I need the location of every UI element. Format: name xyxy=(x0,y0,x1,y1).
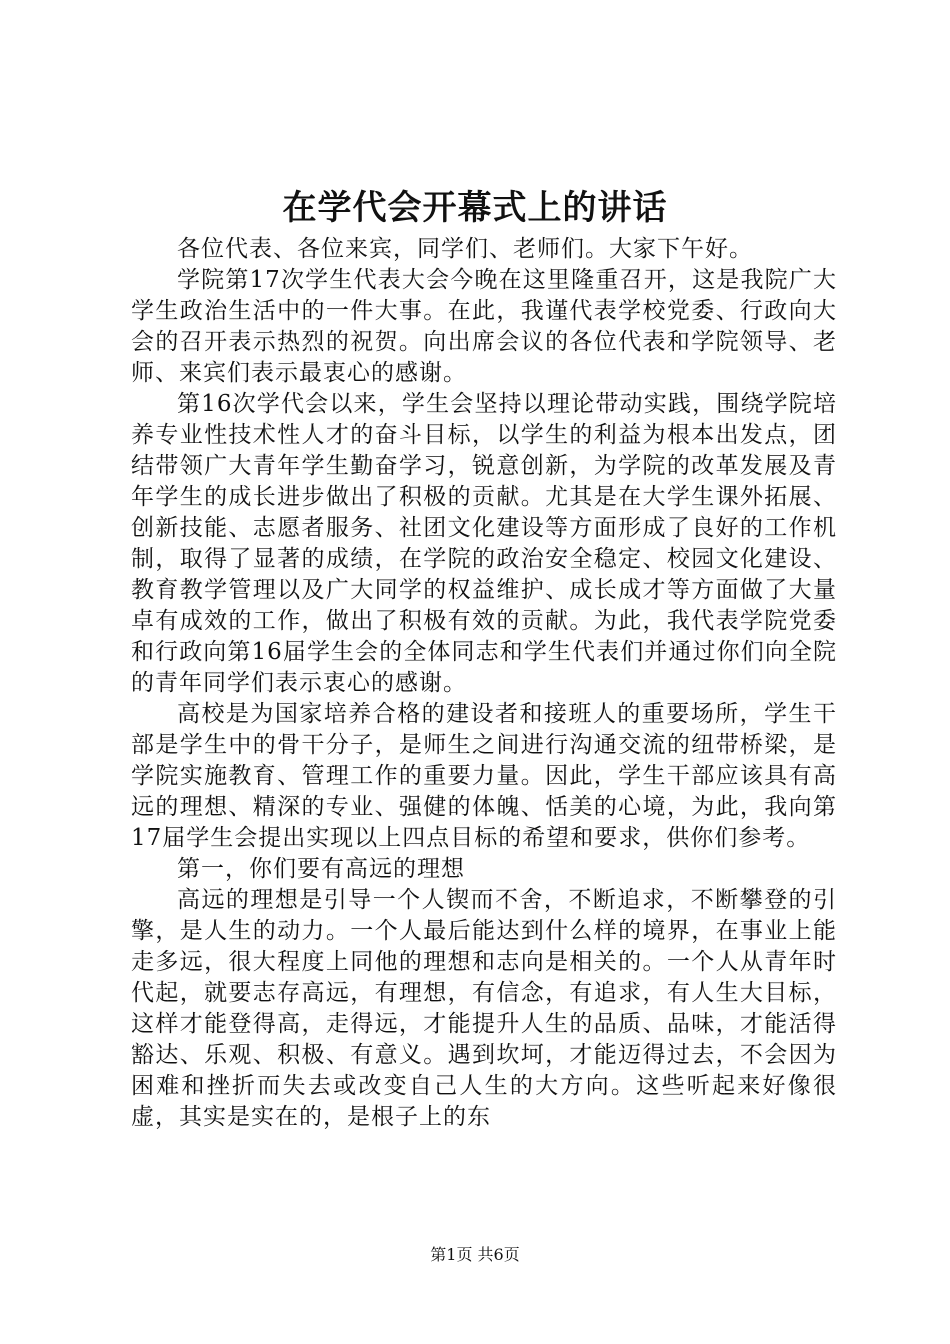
paragraph: 各位代表、各位来宾，同学们、老师们。大家下午好。 xyxy=(177,236,753,262)
paragraph: 第16次学代会以来，学生会坚持以理论带动实践，围绕学院培养专业性技术性人才的奋斗目标，以学生的利益为根本出发点，团结带领广大青年学生勤奋学习，锐意创新，为学院的改革发展及青年学生的成长进步做出了积极的贡献。尤其是在大学生课外拓展、创新技能、志愿者服务、社团文化建设等方面形成了良好的工作机制，取得了显著的成绩，在学院的政治安全稳定、校园文化建设、教育教学管理以及广大同学的权益维护、成长成才等方面做了大量卓有成效的工作，做出了积极有效的贡献。为此，我代表学院党委和行政向第16届学生会的全体同志和学生代表们并通过你们向全院的青年同学们表示衷心的感谢。 xyxy=(131,391,837,696)
paragraph: 高校是为国家培养合格的建设者和接班人的重要场所，学生干部是学生中的骨干分子，是师生之间进行沟通交流的纽带桥梁，是学院实施教育、管理工作的重要力量。因此，学生干部应该具有高远的理想、精深的专业、强健的体魄、恬美的心境，为此，我向第17届学生会提出实现以上四点目标的希望和要求，供你们参考。 xyxy=(131,701,837,851)
page-footer: 第1页 共6页 xyxy=(430,1245,520,1264)
document-body xyxy=(131,234,837,1133)
section-heading: 第一，你们要有高远的理想 xyxy=(177,856,465,882)
paragraph: 学院第17次学生代表大会今晚在这里隆重召开，这是我院广大学生政治生活中的一件大事。在此，我谨代表学校党委、行政向大会的召开表示热烈的祝贺。向出席会议的各位代表和学院领导、老师、来宾们表示最衷心的感谢。 xyxy=(131,267,837,386)
paragraph: 高远的理想是引导一个人锲而不舍，不断追求，不断攀登的引擎，是人生的动力。一个人最后能达到什么样的境界，在事业上能走多远，很大程度上同他的理想和志向是相关的。一个人从青年时代起，就要志存高远，有理想，有信念，有追求，有人生大目标，这样才能登得高，走得远，才能提升人生的品质、品味，才能活得豁达、乐观、积极、有意义。遇到坎坷，才能迈得过去，不会因为困难和挫折而失去或改变自己人生的大方向。这些听起来好像很虚，其实是实在的，是根子上的东 xyxy=(131,887,837,1130)
document-title: 在学代会开幕式上的讲话 xyxy=(282,188,668,228)
